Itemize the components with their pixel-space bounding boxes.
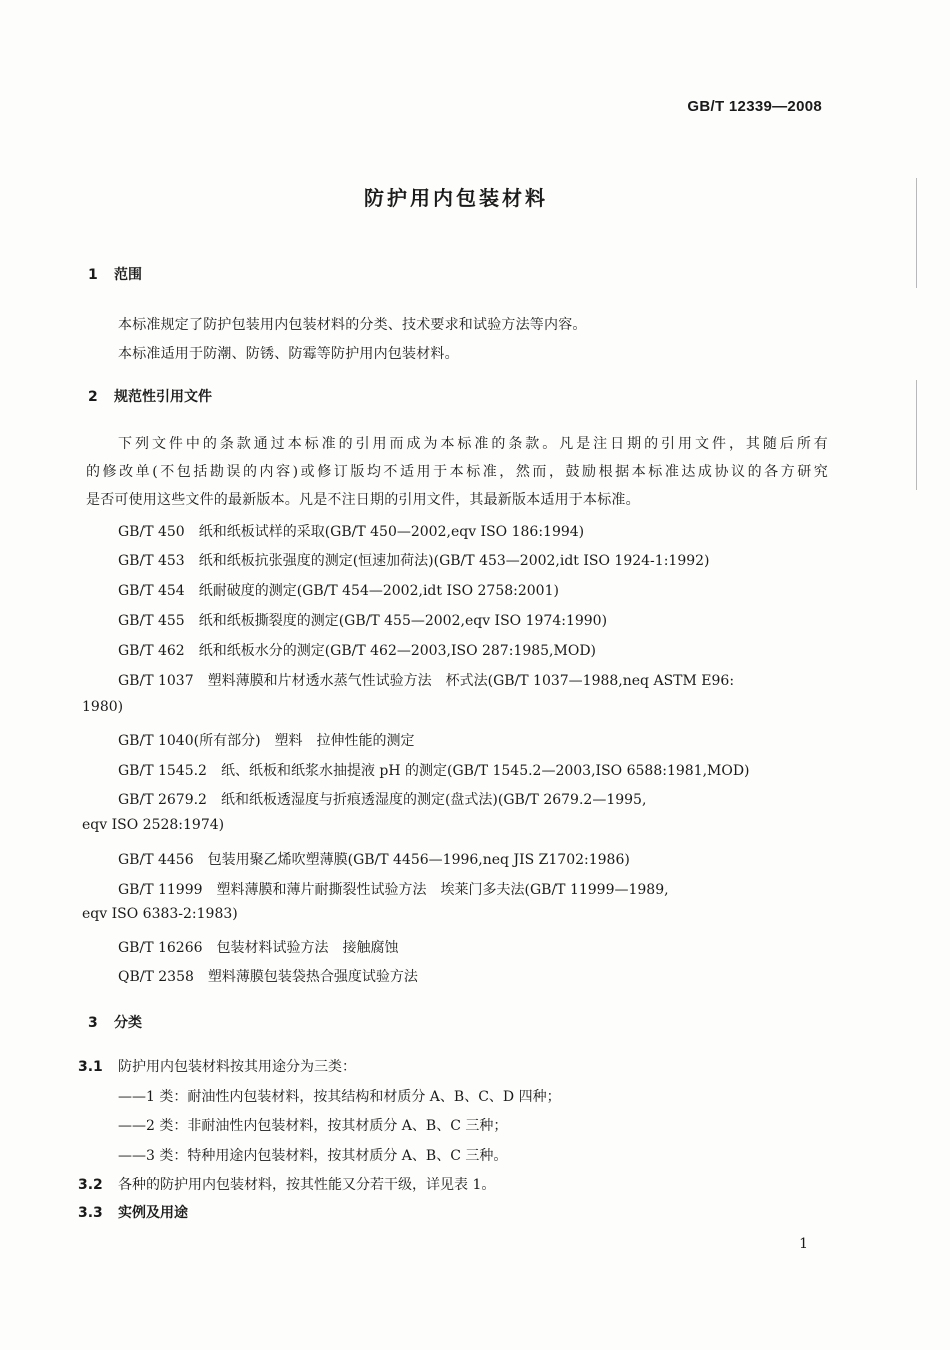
reference-code: GB/T 450 bbox=[118, 524, 185, 540]
reference-text: 纸耐破度的测定(GB/T 454—2002,idt ISO 2758:2001) bbox=[198, 583, 559, 599]
reference-code: GB/T 454 bbox=[118, 583, 185, 599]
class-item: ——2 类：非耐油性内包装材料，按其材质分 A、B、C 三种； bbox=[118, 1118, 508, 1134]
class-item: ——3 类：特种用途内包装材料，按其材质分 A、B、C 三种。 bbox=[118, 1148, 508, 1164]
intro-line-3: 是否可使用这些文件的最新版本。凡是不注日期的引用文件，其最新版本适用于本标准。 bbox=[86, 492, 640, 508]
subsection-number: 3.2 bbox=[78, 1177, 103, 1193]
reference-text: 纸和纸板抗张强度的测定(恒速加荷法)(GB/T 453—2002,idt ISO 1924-1:1992) bbox=[198, 553, 710, 569]
subsection-text: 实例及用途 bbox=[118, 1205, 188, 1221]
scan-edge-mark bbox=[916, 380, 917, 490]
subsection-3-3 bbox=[78, 1202, 188, 1222]
reference-item bbox=[118, 760, 750, 780]
reference-text: 纸、纸板和纸浆水抽提液 pH 的测定(GB/T 1545.2—2003,ISO 6588:1981,MOD) bbox=[220, 763, 750, 779]
reference-text: 塑料薄膜包装袋热合强度试验方法 bbox=[207, 969, 418, 985]
reference-code: GB/T 455 bbox=[118, 613, 185, 629]
reference-text: 纸和纸板水分的测定(GB/T 462—2003,ISO 287:1985,MOD) bbox=[198, 643, 597, 659]
page-number: 1 bbox=[799, 1236, 808, 1252]
intro-line-1: 下列文件中的条款通过本标准的引用而成为本标准的条款。凡是注日期的引用文件，其随后所有 bbox=[118, 436, 828, 452]
reference-item bbox=[118, 879, 669, 899]
reference-item bbox=[118, 610, 607, 630]
scan-edge-mark bbox=[916, 178, 917, 288]
reference-item bbox=[118, 580, 559, 600]
reference-item bbox=[118, 521, 584, 541]
reference-code: GB/T 1037 bbox=[118, 673, 194, 689]
class-item: ——1 类：耐油性内包装材料，按其结构和材质分 A、B、C、D 四种； bbox=[118, 1089, 561, 1105]
reference-item bbox=[118, 937, 399, 957]
subsection-number: 3.1 bbox=[78, 1059, 103, 1075]
reference-code: QB/T 2358 bbox=[118, 969, 194, 985]
section-title: 规范性引用文件 bbox=[114, 389, 212, 405]
reference-code: GB/T 16266 bbox=[118, 940, 203, 956]
section-number: 3 bbox=[88, 1015, 98, 1031]
section-heading-normative-references bbox=[88, 386, 212, 406]
reference-item bbox=[118, 789, 646, 809]
reference-item bbox=[118, 849, 630, 869]
section-title: 范围 bbox=[114, 267, 142, 283]
section-heading-classification bbox=[88, 1012, 142, 1032]
reference-continuation: eqv ISO 6383-2:1983) bbox=[82, 906, 238, 922]
reference-text: 塑料薄膜和片材透水蒸气性试验方法 杯式法(GB/T 1037—1988,neq ASTM E96: bbox=[207, 673, 735, 689]
subsection-number: 3.3 bbox=[78, 1205, 103, 1221]
reference-code: GB/T 1040(所有部分) bbox=[118, 733, 261, 749]
reference-code: GB/T 11999 bbox=[118, 882, 203, 898]
reference-continuation: eqv ISO 2528:1974) bbox=[82, 817, 225, 833]
reference-text: 塑料薄膜和薄片耐撕裂性试验方法 埃莱门多夫法(GB/T 11999—1989, bbox=[216, 882, 669, 898]
intro-line-2: 的修改单(不包括勘误的内容)或修订版均不适用于本标准，然而，鼓励根据本标准达成协议的各方研究 bbox=[86, 464, 828, 480]
reference-item bbox=[118, 640, 596, 660]
section-number: 1 bbox=[88, 267, 98, 283]
section-heading-scope bbox=[88, 264, 142, 284]
document-title: 防护用内包装材料 bbox=[364, 186, 548, 210]
reference-item bbox=[118, 670, 734, 690]
reference-code: GB/T 453 bbox=[118, 553, 185, 569]
reference-text: 纸和纸板撕裂度的测定(GB/T 455—2002,eqv ISO 1974:1990) bbox=[198, 613, 608, 629]
subsection-text: 各种的防护用内包装材料，按其性能又分若干级，详见表 1。 bbox=[118, 1177, 496, 1193]
reference-text: 包装材料试验方法 接触腐蚀 bbox=[216, 940, 399, 956]
reference-code: GB/T 2679.2 bbox=[118, 792, 207, 808]
reference-code: GB/T 4456 bbox=[118, 852, 194, 868]
standard-code: GB/T 12339—2008 bbox=[687, 98, 822, 115]
reference-continuation: 1980) bbox=[82, 699, 124, 715]
subsection-3-2 bbox=[78, 1174, 495, 1194]
reference-item bbox=[118, 966, 418, 986]
reference-code: GB/T 462 bbox=[118, 643, 185, 659]
subsection-text: 防护用内包装材料按其用途分为三类： bbox=[118, 1059, 356, 1075]
subsection-3-1 bbox=[78, 1056, 356, 1076]
reference-item bbox=[118, 550, 710, 570]
section-title: 分类 bbox=[114, 1015, 142, 1031]
reference-text: 包装用聚乙烯吹塑薄膜(GB/T 4456—1996,neq JIS Z1702:1986) bbox=[207, 852, 630, 868]
scope-paragraph-1: 本标准规定了防护包装用内包装材料的分类、技术要求和试验方法等内容。 bbox=[118, 317, 587, 333]
reference-code: GB/T 1545.2 bbox=[118, 763, 207, 779]
reference-text: 纸和纸板透湿度与折痕透湿度的测定(盘式法)(GB/T 2679.2—1995, bbox=[220, 792, 647, 808]
reference-text: 纸和纸板试样的采取(GB/T 450—2002,eqv ISO 186:1994) bbox=[198, 524, 585, 540]
scope-paragraph-2: 本标准适用于防潮、防锈、防霉等防护用内包装材料。 bbox=[118, 346, 459, 362]
reference-text: 塑料 拉伸性能的测定 bbox=[274, 733, 415, 749]
reference-item bbox=[118, 730, 415, 750]
section-number: 2 bbox=[88, 389, 98, 405]
